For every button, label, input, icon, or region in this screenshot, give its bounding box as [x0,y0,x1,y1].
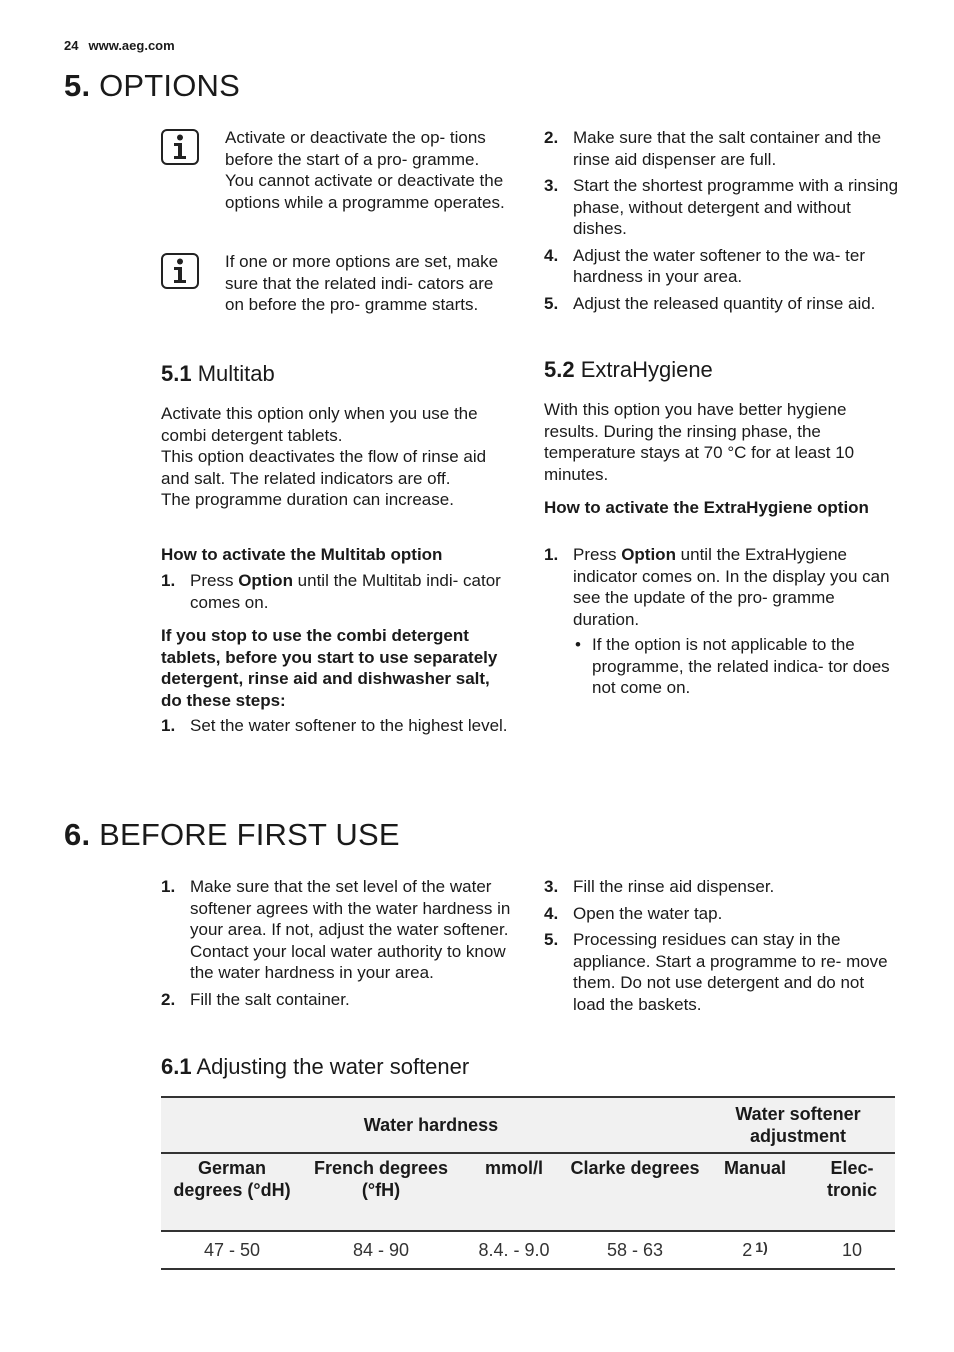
info-note-1: Activate or deactivate the op- tions before the start of a pro- gramme. You cannot activate or deactivate the options while a programme operates. [225,128,505,212]
info-icon [161,253,199,289]
header-mmol: mmol/l [459,1153,569,1231]
website-link[interactable]: www.aeg.com [88,38,175,53]
page-header [64,38,175,53]
list-item: 2. Make sure that the salt container and the rinse aid dispenser are full. [544,128,882,169]
list-item: 2. Fill the salt container. [161,989,350,1009]
extrahygiene-bullets [573,634,899,699]
table-row [161,1231,895,1269]
section-5-title: OPTIONS [99,68,241,103]
subsection-5-2-heading: 5.2 ExtraHygiene [544,357,713,382]
list-item: 1. Set the water softener to the highest level. [161,716,508,735]
list-item: 1. Press Option until the ExtraHygiene indicator comes on. In the display you can see the update of the pro- gramme duration. • If the option is not applicable to the programme, the related indica- tor does not come on. [544,544,899,699]
multitab-warning: If you stop to use the combi detergent tablets, before you start to use separately detergent, rinse aid and dishwasher salt, do these steps: [161,626,498,710]
section-6-heading [64,817,400,853]
cell-mmol: 8.4. - 9.0 [459,1231,569,1269]
extrahygiene-howto-list [544,544,899,704]
first-use-steps-left [161,876,516,1015]
extrahygiene-howto-title: How to activate the ExtraHygiene option [544,498,869,517]
multitab-howto-title: How to activate the Multitab option [161,545,443,564]
info-icon [161,129,199,165]
cell-manual: 2 $^{1)}$ [701,1231,809,1269]
header-clarke: Clarke degrees [569,1153,701,1231]
list-item: 1. Press Option until the Multitab indi- cator comes on. [161,571,501,612]
section-5-number: 5. [64,68,91,103]
info-note-2: If one or more options are set, make sure that the related indi- cators are on before the pro- gramme starts. [225,252,499,314]
multitab-warning-steps [161,715,511,742]
multitab-description: Activate this option only when you use the combi detergent tablets. This option deactivates the flow of rinse aid and salt. The related indicators are off. The programme duration can increase. [161,404,487,509]
list-item: 3. Fill the rinse aid dispenser. [544,877,775,896]
list-item: 5. Processing residues can stay in the appliance. Start a programme to re- move them. Do not use detergent and do not load the baskets. [544,930,888,1014]
section-6-number: 6. [64,817,91,852]
footnote-marker: 1) [755,1239,768,1255]
header-german: German degrees (°dH) [161,1153,303,1231]
cell-french: 84 - 90 [303,1231,459,1269]
subsection-6-1-heading: 6.1 Adjusting the water softener [161,1054,470,1079]
list-item: 4. Adjust the water softener to the wa- ter hardness in your area. [544,245,865,286]
header-electronic: Elec- tronic [809,1153,895,1231]
cell-electronic: 10 [809,1231,895,1269]
first-use-steps-right [544,876,894,1020]
section-6-title: BEFORE FIRST USE [99,817,400,852]
multitab-howto-list [161,570,511,618]
header-french: French degrees (°fH) [303,1153,459,1231]
list-item: 1. Make sure that the set level of the water softener agrees with the water hardness in your area. If not, adjust the water softener. Contact your local water authority to know the water hardness in your area. [161,877,511,982]
page-number: 24 [64,38,79,53]
list-item: 4. Open the water tap. [544,903,723,923]
header-water-hardness: Water hardness [161,1097,701,1153]
extrahygiene-description: With this option you have better hygiene results. During the rinsing phase, the temperature stays at 70 °C for at least 10 minutes. [544,400,855,484]
water-hardness-table [161,1096,895,1270]
list-item: 3. Start the shortest programme with a rinsing phase, without detergent and without dishes. [544,176,899,238]
subsection-5-1-heading: 5.1 Multitab [161,361,275,386]
list-item: • If the option is not applicable to the programme, the related indica- tor does not come on. [573,634,899,699]
list-item: 5. Adjust the released quantity of rinse aid. [544,293,876,313]
section-5-heading [64,68,240,104]
cell-clarke: 58 - 63 [569,1231,701,1269]
header-softener-adjustment: Water softener adjustment [701,1097,895,1153]
header-manual: Manual [701,1153,809,1231]
options-steps-list [544,127,904,319]
cell-german: 47 - 50 [161,1231,303,1269]
